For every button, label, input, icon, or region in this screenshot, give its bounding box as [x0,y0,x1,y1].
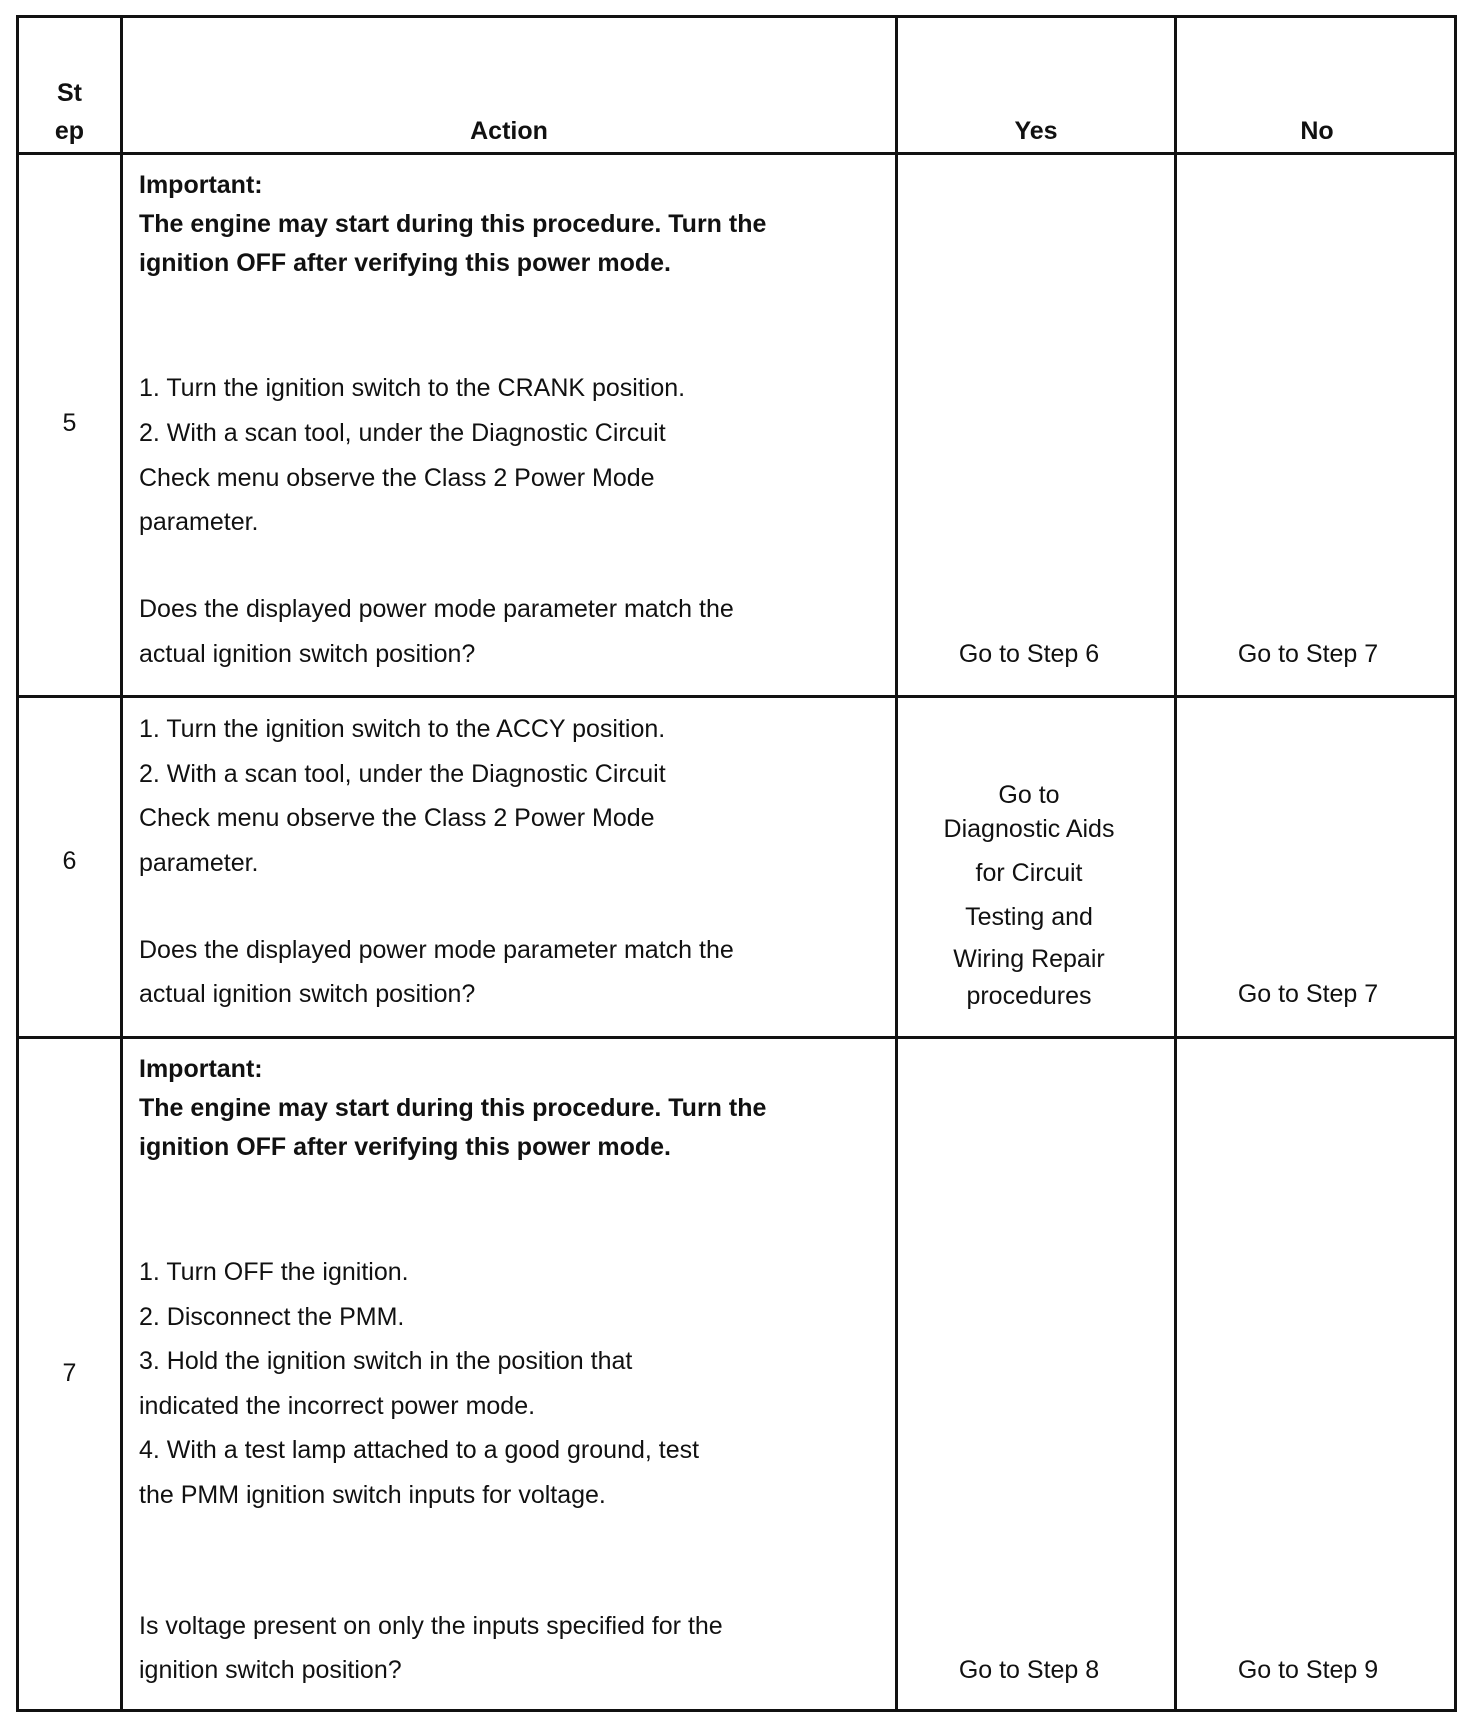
important-label: Important: [139,1055,263,1083]
action-step-line: 4. With a test lamp attached to a good ground, test [139,1436,700,1464]
question-line-1: Does the displayed power mode parameter match the [139,936,734,964]
action-step-line: indicated the incorrect power mode. [139,1392,536,1420]
action-step-line: parameter. [139,508,259,536]
yes-result-line: Testing and [965,903,1093,931]
header-action: Action [470,117,548,145]
action-step-line: parameter. [139,849,259,877]
important-text-line-2: ignition OFF after verifying this power mode. [139,1133,671,1161]
yes-result-line: procedures [966,982,1092,1010]
important-text-line-2: ignition OFF after verifying this power mode. [139,249,671,277]
column-divider [120,18,123,1709]
yes-result-line: for Circuit [975,859,1083,887]
important-label: Important: [139,171,263,199]
no-result: Go to Step 7 [1237,980,1379,1008]
row-divider [19,152,1454,155]
header-yes: Yes [1014,117,1058,145]
yes-result: Go to Step 8 [958,1656,1100,1684]
step-number: 5 [62,409,77,437]
action-step-line: 1. Turn OFF the ignition. [139,1258,409,1286]
action-step-line: Check menu observe the Class 2 Power Mode [139,464,655,492]
yes-result-line: Diagnostic Aids [943,815,1115,843]
yes-result-line: Wiring Repair [953,945,1105,973]
action-step-line: 2. With a scan tool, under the Diagnostic Circuit [139,760,666,788]
question-line-2: actual ignition switch position? [139,640,476,668]
action-step-line: 1. Turn the ignition switch to the CRANK position. [139,374,686,402]
no-result: Go to Step 9 [1237,1656,1379,1684]
action-step-line: the PMM ignition switch inputs for voltage. [139,1481,606,1509]
header-step-line-2: ep [54,117,85,145]
diagnostic-table [16,15,1457,1712]
action-step-line: 1. Turn the ignition switch to the ACCY position. [139,715,666,743]
question-line-1: Does the displayed power mode parameter match the [139,595,734,623]
question-line-1: Is voltage present on only the inputs specified for the [139,1612,723,1640]
row-divider [19,1036,1454,1039]
action-step-line: 2. Disconnect the PMM. [139,1303,405,1331]
header-step-line-1: St [57,79,82,107]
action-step-line: 3. Hold the ignition switch in the position that [139,1347,633,1375]
important-text-line-1: The engine may start during this procedure. Turn the [139,1094,767,1122]
step-number: 7 [62,1359,77,1387]
question-line-2: ignition switch position? [139,1656,402,1684]
column-divider [1174,18,1177,1709]
question-line-2: actual ignition switch position? [139,980,476,1008]
row-divider [19,695,1454,698]
important-text-line-1: The engine may start during this procedure. Turn the [139,210,767,238]
no-result: Go to Step 7 [1237,640,1379,668]
header-no: No [1300,117,1334,145]
action-step-line: 2. With a scan tool, under the Diagnostic Circuit [139,419,666,447]
action-step-line: Check menu observe the Class 2 Power Mode [139,804,655,832]
yes-result-line: Go to [998,781,1060,809]
step-number: 6 [62,847,77,875]
yes-result: Go to Step 6 [958,640,1100,668]
